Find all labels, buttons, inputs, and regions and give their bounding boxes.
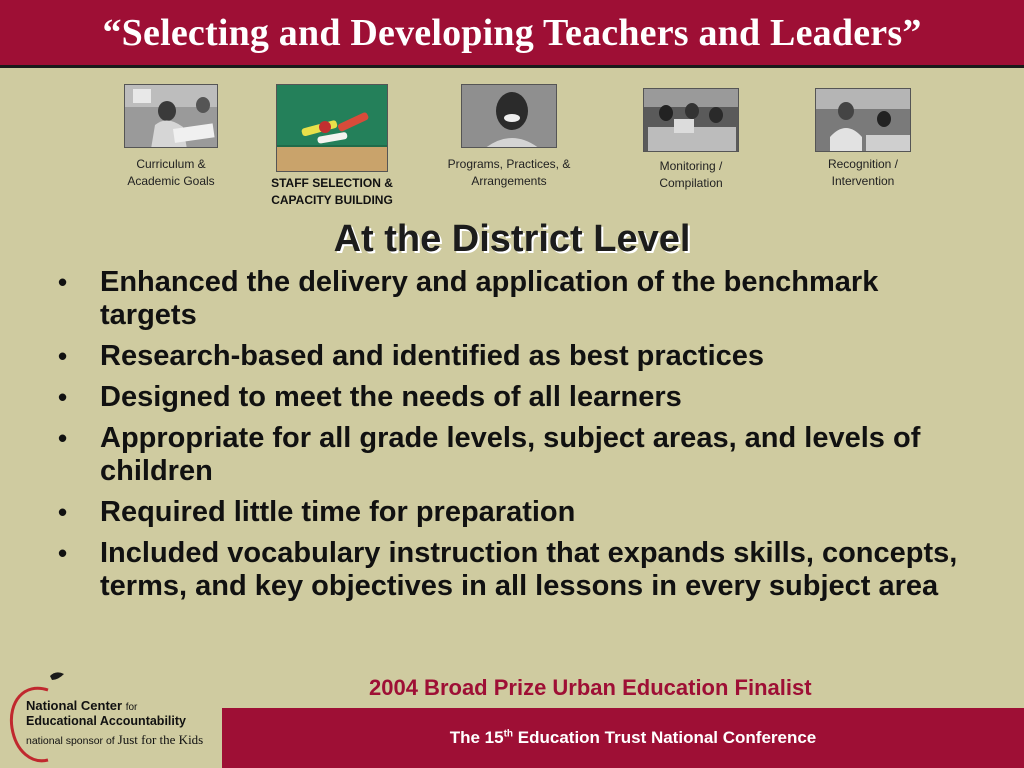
- stage-label: Recognition / Intervention: [827, 157, 899, 188]
- bullet-text: Enhanced the delivery and application of the benchmark targets: [100, 266, 879, 331]
- classroom-computers-photo: [643, 88, 739, 152]
- teacher-helping-student-photo: [815, 88, 911, 152]
- bullet-icon: •: [58, 497, 68, 527]
- stage-label: Monitoring / Compilation: [659, 159, 723, 190]
- footer-bar: [222, 708, 1024, 768]
- student-writing-photo: [124, 84, 218, 148]
- chalkboard-apple-photo: [276, 84, 388, 172]
- bullet-list: [58, 266, 978, 611]
- stage-label: Programs, Practices, & Arrangements: [447, 157, 571, 188]
- organization-logo: [0, 668, 222, 768]
- bullet-text: Designed to meet the needs of all learners: [100, 381, 682, 413]
- list-item: [58, 537, 978, 603]
- bullet-icon: •: [58, 382, 68, 412]
- bullet-text: Research-based and identified as best practices: [100, 340, 765, 372]
- bullet-text: Required little time for preparation: [100, 496, 576, 528]
- title-bar: [0, 0, 1024, 68]
- prize-text: 2004 Broad Prize Urban Education Finalist: [369, 675, 812, 700]
- list-item: [58, 496, 978, 529]
- slide-title: “Selecting and Developing Teachers and Leaders”: [102, 11, 922, 54]
- bullet-icon: •: [58, 267, 68, 297]
- bullet-text: Appropriate for all grade levels, subject areas, and levels of children: [100, 422, 921, 487]
- conference-text: The 15th Education Trust National Conference: [449, 728, 817, 747]
- bullet-icon: •: [58, 423, 68, 453]
- logo-line-1: National Center for: [26, 698, 138, 713]
- section-heading: At the District Level: [333, 218, 691, 260]
- list-item: [58, 381, 978, 414]
- list-item: [58, 266, 978, 332]
- logo-line-3: national sponsor of Just for the Kids: [26, 732, 204, 747]
- smiling-child-photo: [461, 84, 557, 148]
- stage-label: STAFF SELECTION & CAPACITY BUILDING: [271, 176, 393, 207]
- stage-label: Curriculum & Academic Goals: [127, 157, 215, 188]
- bullet-icon: •: [58, 341, 68, 371]
- bullet-icon: •: [58, 538, 68, 568]
- logo-line-2: Educational Accountability: [26, 714, 186, 728]
- list-item: [58, 422, 978, 488]
- bullet-text: Included vocabulary instruction that expands skills, concepts, terms, and key objectives in all lessons in every subject area: [100, 537, 958, 602]
- list-item: [58, 340, 978, 373]
